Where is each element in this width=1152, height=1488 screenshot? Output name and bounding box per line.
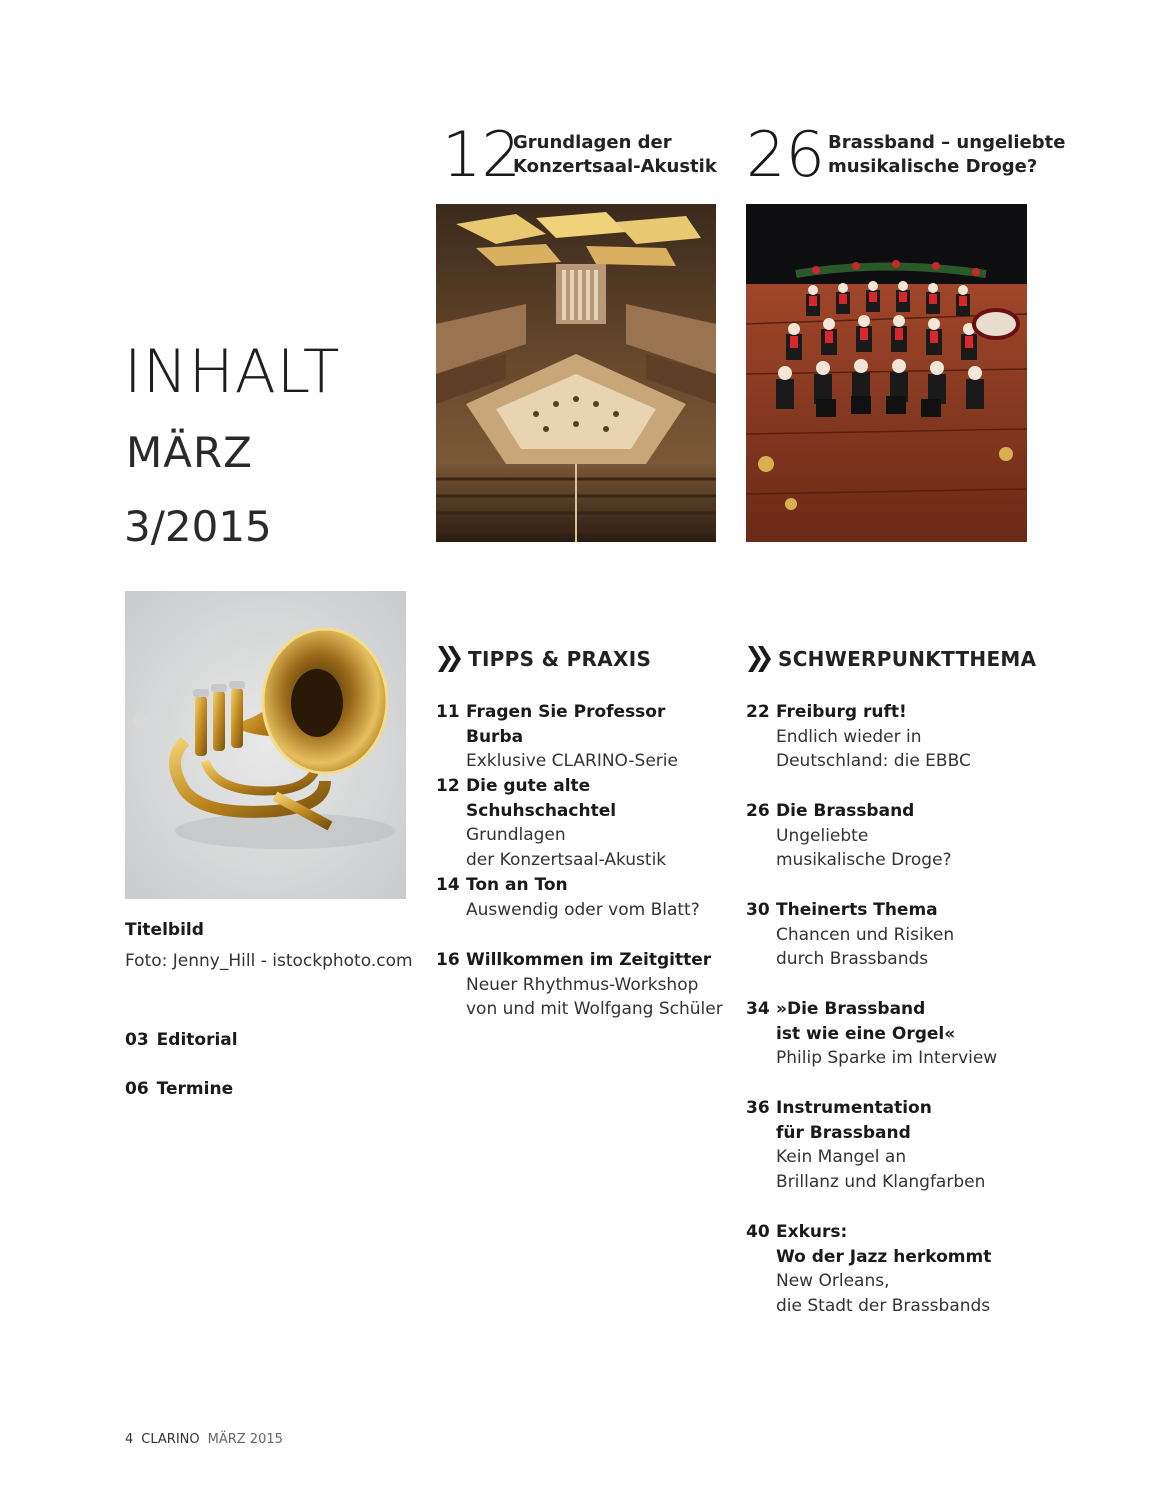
feature-2-title[interactable]: Brassband – ungeliebte musikalische Droge? xyxy=(828,132,1066,177)
toc-title: Die gute alte Schuhschachtel xyxy=(466,776,617,821)
toc-title: Exkurs: Wo der Jazz herkommt xyxy=(776,1222,992,1267)
toc-title: Die Brassband xyxy=(776,801,915,821)
section-heading-label: SCHWERPUNKTTHEMA xyxy=(778,647,1037,671)
feature-1-number: 12 xyxy=(442,118,521,191)
toc-page-number: 14 xyxy=(436,875,460,895)
toc-page-number: 22 xyxy=(746,702,770,722)
toc-page-number: 40 xyxy=(746,1222,770,1242)
toc-subtitle: Grundlagen der Konzertsaal-Akustik xyxy=(466,825,667,870)
toc-subtitle: Exklusive CLARINO-Serie xyxy=(466,751,678,771)
toc-page-number: 30 xyxy=(746,900,770,920)
toc-title: »Die Brassband ist wie eine Orgel« xyxy=(776,999,956,1044)
toc-subtitle: Endlich wieder in Deutschland: die EBBC xyxy=(776,726,971,771)
section-heading-label: TIPPS & PRAXIS xyxy=(468,647,652,671)
issue-number: 3/2015 xyxy=(124,502,272,551)
toc-subtitle: Philip Sparke im Interview xyxy=(776,1048,998,1068)
cover-photo[interactable] xyxy=(125,591,406,899)
toc-subtitle: Kein Mangel an Brillanz und Klangfarben xyxy=(776,1147,986,1192)
page-title: INHALT xyxy=(124,337,341,407)
toc-subtitle: New Orleans, die Stadt der Brassbands xyxy=(776,1271,991,1316)
toc-subtitle: Chancen und Risiken durch Brassbands xyxy=(776,924,955,969)
toc-title: Freiburg ruft! xyxy=(776,702,907,722)
toc-page-number: 12 xyxy=(436,776,460,796)
toc-title: Editorial xyxy=(156,1030,238,1050)
toc-page-number: 03 xyxy=(125,1030,149,1050)
issue-month: MÄRZ xyxy=(126,428,253,477)
toc-subtitle: Neuer Rhythmus-Workshop von und mit Wolfgang Schüler xyxy=(466,974,723,1019)
toc-page-number: 16 xyxy=(436,950,460,970)
double-chevron-icon xyxy=(746,644,774,674)
toc-subtitle: Auswendig oder vom Blatt? xyxy=(466,899,700,920)
toc-page-number: 34 xyxy=(746,999,770,1019)
toc-title: Fragen Sie Professor Burba xyxy=(466,702,666,747)
footer-page-number: 4 xyxy=(125,1432,134,1447)
feature-1-title[interactable]: Grundlagen der Konzertsaal-Akustik xyxy=(513,132,717,177)
toc-title: Instrumentation für Brassband xyxy=(776,1098,932,1143)
double-chevron-icon xyxy=(436,644,464,674)
toc-title: Termine xyxy=(156,1079,234,1099)
toc-page-number: 26 xyxy=(746,801,770,821)
toc-page-number: 06 xyxy=(125,1079,149,1099)
footer-magazine: CLARINO xyxy=(141,1432,200,1447)
cover-photo-credit: Foto: Jenny_Hill - istockphoto.com xyxy=(125,951,413,971)
section-heading-schwerpunkt xyxy=(746,644,1036,674)
concert-hall-photo[interactable] xyxy=(436,204,716,542)
page-footer xyxy=(125,1432,291,1447)
toc-page-number: 11 xyxy=(436,702,460,722)
feature-2-number: 26 xyxy=(746,118,825,191)
toc-subtitle: Ungeliebte musikalische Droge? xyxy=(776,825,952,870)
cover-caption-title: Titelbild xyxy=(125,920,204,940)
toc-page-number: 36 xyxy=(746,1098,770,1118)
section-heading-tipps xyxy=(436,644,651,674)
toc-title: Willkommen im Zeitgitter xyxy=(466,950,712,970)
footer-date: MÄRZ 2015 xyxy=(207,1432,283,1447)
toc-item-editorial[interactable] xyxy=(125,1030,238,1050)
brass-band-photo[interactable] xyxy=(746,204,1027,542)
toc-title: Theinerts Thema xyxy=(776,900,938,920)
toc-title: Ton an Ton xyxy=(466,875,568,895)
toc-item-termine[interactable] xyxy=(125,1079,233,1099)
